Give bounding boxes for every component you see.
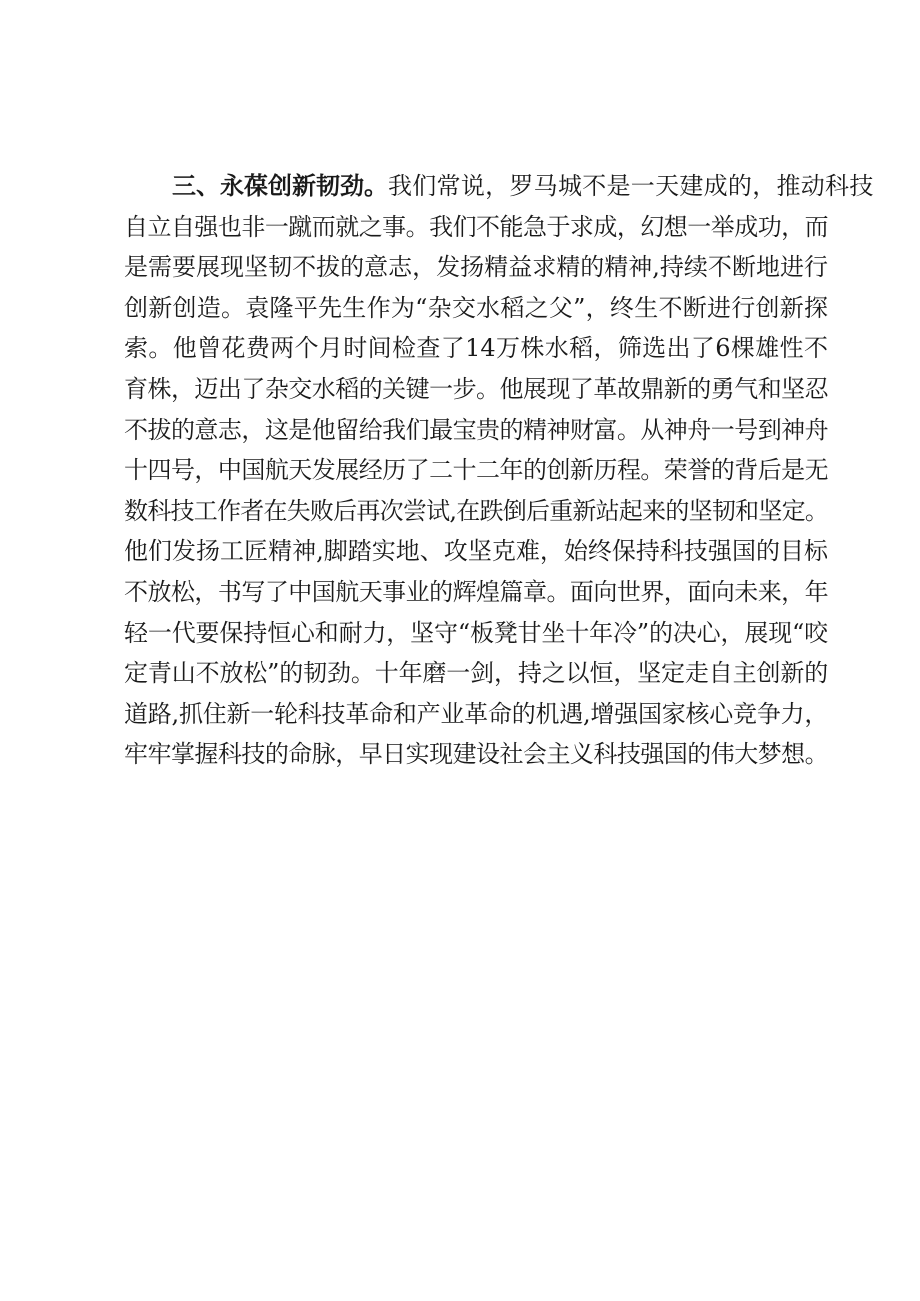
- body-paragraph: [124, 166, 874, 775]
- paragraph-line-13: 定青山不放松”的韧劲。十年磨一剑，持之以恒，坚定走自主创新的: [124, 659, 829, 688]
- paragraph-line-8: 十四号，中国航天发展经历了二十二年的创新历程。荣誉的背后是无: [124, 456, 829, 485]
- paragraph-line-2: 自立自强也非一蹴而就之事。我们不能急于求成，幻想一举成功，而: [124, 212, 829, 241]
- paragraph-line-7: 不拔的意志，这是他留给我们最宝贵的精神财富。从神舟一号到神舟: [124, 415, 829, 444]
- paragraph-line-1: [124, 166, 874, 207]
- paragraph-line-text: 我们常说，罗马城不是一天建成的，推动科技: [388, 172, 874, 200]
- paragraph-line-6: 育株，迈出了杂交水稻的关键一步。他展现了革故鼎新的勇气和坚忍: [124, 374, 829, 403]
- paragraph-line-3: 是需要展现坚韧不拔的意志，发扬精益求精的精神,持续不断地进行: [124, 253, 828, 282]
- paragraph-line-11: 不放松，书写了中国航天事业的辉煌篇章。面向世界，面向未来，年: [124, 577, 829, 606]
- paragraph-line-9: 数科技工作者在失败后再次尝试,在跌倒后重新站起来的坚韧和坚定。: [124, 496, 829, 525]
- paragraph-line-12: 轻一代要保持恒心和耐力，坚守“板凳甘坐十年冷”的决心，展现“咬: [124, 618, 828, 647]
- paragraph-line-10: 他们发扬工匠精神,脚踏实地、攻坚克难，始终保持科技强国的目标: [124, 537, 828, 566]
- paragraph-line-14: 道路,抓住新一轮科技革命和产业革命的机遇,增强国家核心竞争力，: [124, 699, 829, 728]
- section-heading: 三、永葆创新韧劲。: [172, 172, 388, 200]
- paragraph-line-4: 创新创造。袁隆平先生作为“杂交水稻之父”，终生不断进行创新探: [124, 293, 828, 322]
- paragraph-line-15: 牢牢掌握科技的命脉，早日实现建设社会主义科技强国的伟大梦想。: [124, 740, 829, 769]
- paragraph-line-5: 索。他曾花费两个月时间检查了14万株水稻，筛选出了6棵雄性不: [124, 334, 828, 363]
